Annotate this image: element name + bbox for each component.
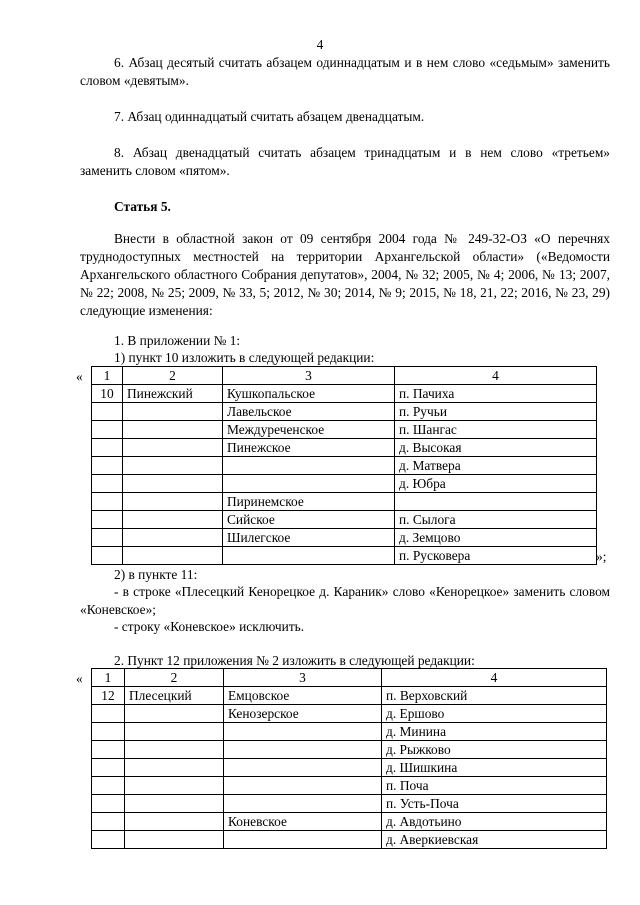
table-cell bbox=[123, 493, 223, 511]
table-cell bbox=[92, 831, 125, 849]
table-cell bbox=[123, 475, 223, 493]
table-cell: Пинежский bbox=[123, 385, 223, 403]
item-8: 8. Абзац двенадцатый считать абзацем тринадцатым и в нем слово «третьем» заменить словом «пятом». bbox=[80, 145, 610, 178]
table-cell: д. Авдотьино bbox=[382, 813, 607, 831]
item-6: 6. Абзац десятый считать абзацем одиннадцатым и в нем слово «седьмым» заменить словом «девятым». bbox=[80, 55, 610, 88]
header-cell: 3 bbox=[224, 669, 382, 687]
table-cell bbox=[125, 813, 224, 831]
table-cell: д. Минина bbox=[382, 723, 607, 741]
table-cell bbox=[92, 723, 125, 741]
table-cell bbox=[395, 493, 597, 511]
table-cell: д. Рыжково bbox=[382, 741, 607, 759]
table-row bbox=[92, 759, 607, 777]
table-row bbox=[92, 547, 597, 565]
table-cell: п. Поча bbox=[382, 777, 607, 795]
table-cell: д. Аверкиевская bbox=[382, 831, 607, 849]
table-cell: Сийское bbox=[223, 511, 395, 529]
table-cell bbox=[125, 759, 224, 777]
table-header-row bbox=[92, 669, 607, 687]
table-cell bbox=[125, 831, 224, 849]
table-cell: Кенозерское bbox=[224, 705, 382, 723]
table-cell bbox=[123, 457, 223, 475]
table-cell: 10 bbox=[92, 385, 123, 403]
table2-quote-open: « bbox=[76, 671, 83, 686]
table-cell: Лавельское bbox=[223, 403, 395, 421]
table-cell bbox=[223, 475, 395, 493]
table-cell bbox=[125, 795, 224, 813]
table-cell: п. Верховский bbox=[382, 687, 607, 705]
table-cell bbox=[125, 723, 224, 741]
table-cell bbox=[125, 741, 224, 759]
subpoint-1: 1) пункт 10 изложить в следующей редакции: bbox=[114, 350, 375, 365]
table-row bbox=[92, 385, 597, 403]
table-cell bbox=[92, 511, 123, 529]
table-row bbox=[92, 831, 607, 849]
table-cell bbox=[224, 741, 382, 759]
table-row bbox=[92, 777, 607, 795]
table-cell: Коневское bbox=[224, 813, 382, 831]
table-cell: 12 bbox=[92, 687, 125, 705]
table-cell bbox=[123, 547, 223, 565]
table-cell bbox=[123, 421, 223, 439]
table-cell: д. Высокая bbox=[395, 439, 597, 457]
table-row bbox=[92, 741, 607, 759]
table-cell bbox=[123, 403, 223, 421]
table-cell bbox=[92, 529, 123, 547]
table-cell: д. Шишкина bbox=[382, 759, 607, 777]
table-cell: п. Пачиха bbox=[395, 385, 597, 403]
table-row bbox=[92, 795, 607, 813]
header-cell: 2 bbox=[125, 669, 224, 687]
table-cell bbox=[92, 421, 123, 439]
table1-quote-open: « bbox=[76, 369, 83, 384]
table-cell: Кушкопальское bbox=[223, 385, 395, 403]
table-cell bbox=[224, 831, 382, 849]
table1-quote-close: »; bbox=[596, 549, 607, 564]
table-row bbox=[92, 421, 597, 439]
table-cell bbox=[92, 475, 123, 493]
table-cell bbox=[92, 493, 123, 511]
table-cell bbox=[224, 723, 382, 741]
table-cell bbox=[125, 777, 224, 795]
table-cell bbox=[92, 759, 125, 777]
table-row bbox=[92, 457, 597, 475]
table-row bbox=[92, 529, 597, 547]
table-cell: д. Ершово bbox=[382, 705, 607, 723]
table-row bbox=[92, 493, 597, 511]
table-cell: д. Юбра bbox=[395, 475, 597, 493]
table-cell bbox=[123, 439, 223, 457]
table-cell: п. Русковера bbox=[395, 547, 597, 565]
table-cell bbox=[224, 777, 382, 795]
article-heading: Статья 5. bbox=[114, 199, 171, 214]
table-cell bbox=[125, 705, 224, 723]
table-row bbox=[92, 511, 597, 529]
table-cell bbox=[224, 795, 382, 813]
table-cell bbox=[92, 741, 125, 759]
table-row bbox=[92, 813, 607, 831]
table-1 bbox=[91, 366, 597, 565]
table-cell: Емцовское bbox=[224, 687, 382, 705]
table-cell bbox=[123, 511, 223, 529]
table-cell: Пинежское bbox=[223, 439, 395, 457]
subpoint-2: 2) в пункте 11: bbox=[114, 567, 198, 582]
table-row bbox=[92, 705, 607, 723]
point-1: 1. В приложении № 1: bbox=[114, 333, 241, 348]
table-cell: Плесецкий bbox=[125, 687, 224, 705]
table-row bbox=[92, 439, 597, 457]
table-cell: п. Ручьи bbox=[395, 403, 597, 421]
table-cell: Пиринемское bbox=[223, 493, 395, 511]
table-cell bbox=[92, 547, 123, 565]
article-intro: Внести в областной закон от 09 сентября 2004 года № 249-32-ОЗ «О перечнях труднодоступных местностей на территории Архангельской области» («Ведомости Архангельского областного Собрания депутатов», 2004, № 32; 2005, № 4; 2006, № 13; 2007, № 22; 2008, № 25; 2009, № 33, 5; 2012, № 30; 2014, № 9; 2015, № 18, 21, 22; 2016, № 23, 29) следующие изменения: bbox=[80, 231, 610, 318]
table-cell bbox=[92, 705, 125, 723]
subpoint-2-a: - в строке «Плесецкий Кенорецкое д. Караник» слово «Кенорецкое» заменить словом «Коневское»; bbox=[80, 584, 610, 617]
header-cell: 4 bbox=[395, 367, 597, 385]
table-cell: Шилегское bbox=[223, 529, 395, 547]
table-cell: Междуреченское bbox=[223, 421, 395, 439]
table-cell bbox=[92, 403, 123, 421]
table-cell: д. Матвера bbox=[395, 457, 597, 475]
page-number: 4 bbox=[316, 37, 324, 52]
point-2: 2. Пункт 12 приложения № 2 изложить в следующей редакции: bbox=[114, 653, 475, 668]
table-cell bbox=[224, 759, 382, 777]
table-cell bbox=[92, 813, 125, 831]
table-row bbox=[92, 475, 597, 493]
subpoint-2-b: - строку «Коневское» исключить. bbox=[114, 619, 305, 634]
header-cell: 1 bbox=[92, 669, 125, 687]
table-cell bbox=[223, 547, 395, 565]
table-header-row bbox=[92, 367, 597, 385]
table-row bbox=[92, 687, 607, 705]
table-cell bbox=[223, 457, 395, 475]
table-cell bbox=[92, 457, 123, 475]
table-cell bbox=[123, 529, 223, 547]
table-cell bbox=[92, 439, 123, 457]
table-cell bbox=[92, 795, 125, 813]
header-cell: 4 bbox=[382, 669, 607, 687]
table-2 bbox=[91, 668, 607, 849]
item-7: 7. Абзац одиннадцатый считать абзацем двенадцатым. bbox=[114, 109, 425, 124]
table-cell: п. Шангас bbox=[395, 421, 597, 439]
table-cell: д. Земцово bbox=[395, 529, 597, 547]
header-cell: 3 bbox=[223, 367, 395, 385]
table-cell: п. Усть-Поча bbox=[382, 795, 607, 813]
table-cell bbox=[92, 777, 125, 795]
header-cell: 1 bbox=[92, 367, 123, 385]
table-row bbox=[92, 403, 597, 421]
header-cell: 2 bbox=[123, 367, 223, 385]
table-cell: п. Сылога bbox=[395, 511, 597, 529]
table-row bbox=[92, 723, 607, 741]
